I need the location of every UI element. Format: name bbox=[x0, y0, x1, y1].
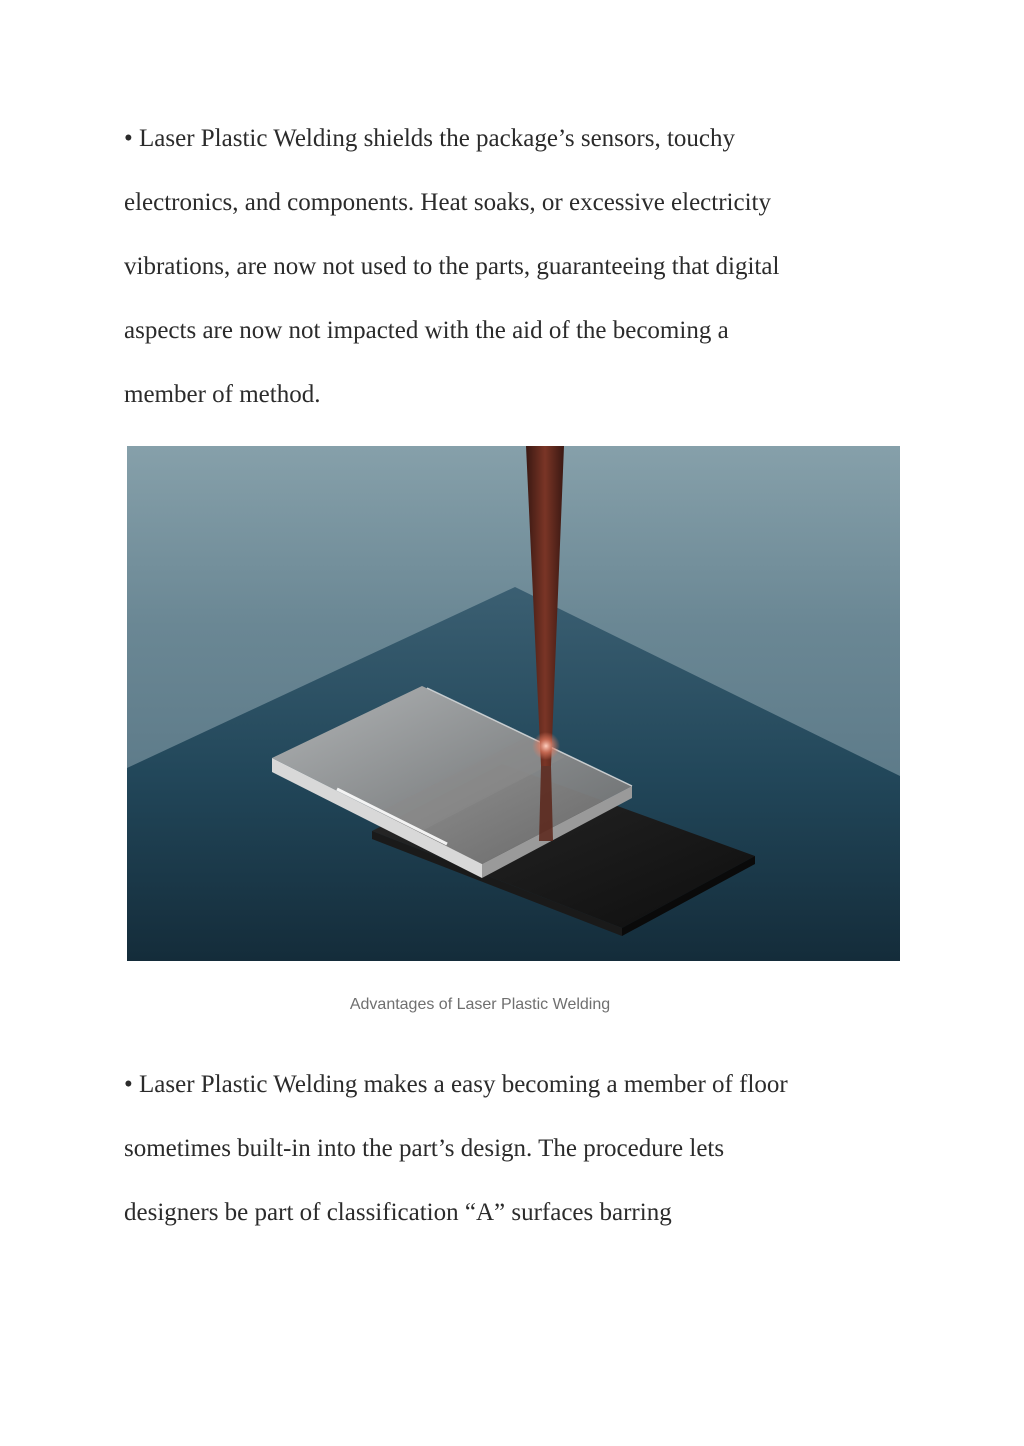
text-line: designers be part of classification “A” surfaces barring bbox=[124, 1199, 672, 1226]
figure-caption: Advantages of Laser Plastic Welding bbox=[349, 996, 611, 1013]
bullet-paragraph-shielding bbox=[124, 107, 904, 427]
text-line: sometimes built-in into the part’s design. The procedure lets bbox=[124, 1135, 725, 1162]
text-line: member of method. bbox=[124, 381, 321, 408]
laser-welding-illustration bbox=[127, 446, 900, 961]
text-line: electronics, and components. Heat soaks, or excessive electricity bbox=[124, 189, 771, 216]
text-line: • Laser Plastic Welding makes a easy becoming a member of floor bbox=[124, 1071, 788, 1098]
bullet-paragraph-joining-surface bbox=[124, 1053, 904, 1245]
text-line: • Laser Plastic Welding shields the package’s sensors, touchy bbox=[124, 125, 736, 152]
text-line: aspects are now not impacted with the aid of the becoming a bbox=[124, 317, 729, 344]
text-line: vibrations, are now not used to the parts, guaranteeing that digital bbox=[124, 253, 780, 280]
